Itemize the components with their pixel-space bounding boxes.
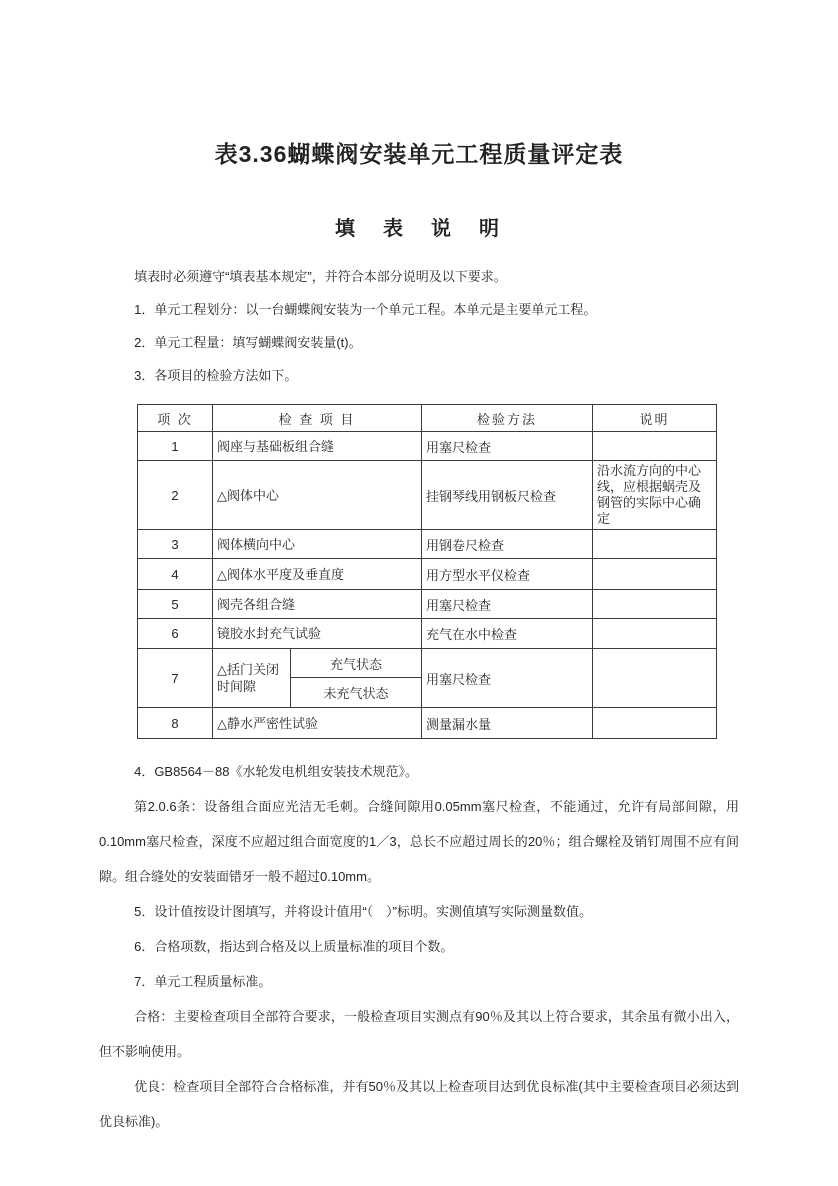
row-no: 7 bbox=[138, 649, 213, 708]
table-row bbox=[138, 590, 717, 619]
row-note bbox=[593, 432, 717, 461]
row-note bbox=[593, 590, 717, 619]
check-subitem: 未充气状态 bbox=[291, 678, 422, 708]
note-paragraph: 7．单元工程质量标准。 bbox=[134, 974, 272, 989]
note-paragraph: 4．GB8564－88《水轮发电机组安装技术规范》。 bbox=[134, 764, 418, 779]
check-method: 用塞尺检查 bbox=[422, 432, 593, 461]
row-no: 6 bbox=[138, 619, 213, 649]
row-no: 2 bbox=[138, 461, 213, 530]
check-method: 充气在水中检查 bbox=[422, 619, 593, 649]
notes-section bbox=[99, 754, 739, 1139]
check-method: 用钢卷尺检查 bbox=[422, 530, 593, 559]
row-no: 3 bbox=[138, 530, 213, 559]
row-no: 1 bbox=[138, 432, 213, 461]
page-title: 表3.36蝴蝶阀安装单元工程质量评定表 bbox=[214, 141, 624, 167]
row-no: 8 bbox=[138, 708, 213, 739]
col-header-item: 检 查 项 目 bbox=[213, 405, 422, 432]
row-note bbox=[593, 530, 717, 559]
note-paragraph: 优良：检查项目全部符合合格标准，并有50％及其以上检查项目达到优良标准(其中主要检查项目必须达到优良标准)。 bbox=[99, 1079, 739, 1129]
check-method: 测量漏水量 bbox=[422, 708, 593, 739]
row-no: 4 bbox=[138, 559, 213, 590]
col-header-note: 说明 bbox=[593, 405, 717, 432]
check-method: 挂钢琴线用钢板尺检查 bbox=[422, 461, 593, 530]
check-item: 阀座与基础板组合缝 bbox=[213, 432, 422, 461]
check-item: △阀体中心 bbox=[213, 461, 422, 530]
check-method: 用塞尺检查 bbox=[422, 590, 593, 619]
table-row bbox=[138, 559, 717, 590]
check-method: 用塞尺检查 bbox=[422, 649, 593, 708]
note-paragraph: 合格：主要检查项目全部符合要求，一般检查项目实测点有90％及其以上符合要求，其余虽有微小出入，但不影响使用。 bbox=[99, 1009, 739, 1059]
note-paragraph: 6．合格项数，指达到合格及以上质量标准的项目个数。 bbox=[134, 939, 454, 954]
check-subitem: 充气状态 bbox=[291, 649, 422, 678]
table-row bbox=[138, 619, 717, 649]
check-item: 阀壳各组合缝 bbox=[213, 590, 422, 619]
table-row bbox=[138, 708, 717, 739]
table-header-row bbox=[138, 405, 717, 432]
row-note bbox=[593, 649, 717, 708]
intro-paragraph: 填表时必须遵守“填表基本规定”，并符合本部分说明及以下要求。 bbox=[134, 269, 507, 284]
table-row bbox=[138, 530, 717, 559]
note-paragraph: 5．设计值按设计图填写，并将设计值用“（ ）”标明。实测值填写实际测量数值。 bbox=[134, 904, 592, 919]
table-row bbox=[138, 649, 717, 678]
table-row bbox=[138, 432, 717, 461]
table-row bbox=[138, 461, 717, 530]
intro-section bbox=[99, 260, 739, 392]
intro-paragraph: 3．各项目的检验方法如下。 bbox=[134, 368, 298, 383]
check-item: △括门关闭时间隙 bbox=[213, 649, 291, 708]
row-note bbox=[593, 619, 717, 649]
intro-paragraph: 1．单元工程划分：以一台蝴蝶阀安装为一个单元工程。本单元是主要单元工程。 bbox=[134, 302, 597, 317]
col-header-method: 检验方法 bbox=[422, 405, 593, 432]
row-no: 5 bbox=[138, 590, 213, 619]
inspection-method-table bbox=[137, 404, 717, 739]
row-note bbox=[593, 708, 717, 739]
row-note bbox=[593, 559, 717, 590]
row-note: 沿水流方向的中心线，应根据蜗壳及钢管的实际中心确定 bbox=[593, 461, 717, 530]
document-content bbox=[99, 138, 739, 1139]
check-method: 用方型水平仪检查 bbox=[422, 559, 593, 590]
page-subtitle: 填 表 说 明 bbox=[335, 218, 503, 240]
intro-paragraph: 2．单元工程量：填写蝴蝶阀安装量(t)。 bbox=[134, 335, 362, 350]
check-item: △静水严密性试验 bbox=[213, 708, 422, 739]
note-paragraph: 第2.0.6条：设备组合面应光洁无毛刺。合缝间隙用0.05mm塞尺检查，不能通过，允许有局部间隙，用0.10mm塞尺检查，深度不应超过组合面宽度的1／3，总长不应超过周长的20％；组合螺栓及销钉周围不应有间隙。组合缝处的安装面错牙一般不超过0.10mm。 bbox=[99, 799, 739, 884]
check-item: △阀体水平度及垂直度 bbox=[213, 559, 422, 590]
col-header-no: 项 次 bbox=[138, 405, 213, 432]
check-item: 阀体横向中心 bbox=[213, 530, 422, 559]
check-item: 镜胶水封充气试验 bbox=[213, 619, 422, 649]
